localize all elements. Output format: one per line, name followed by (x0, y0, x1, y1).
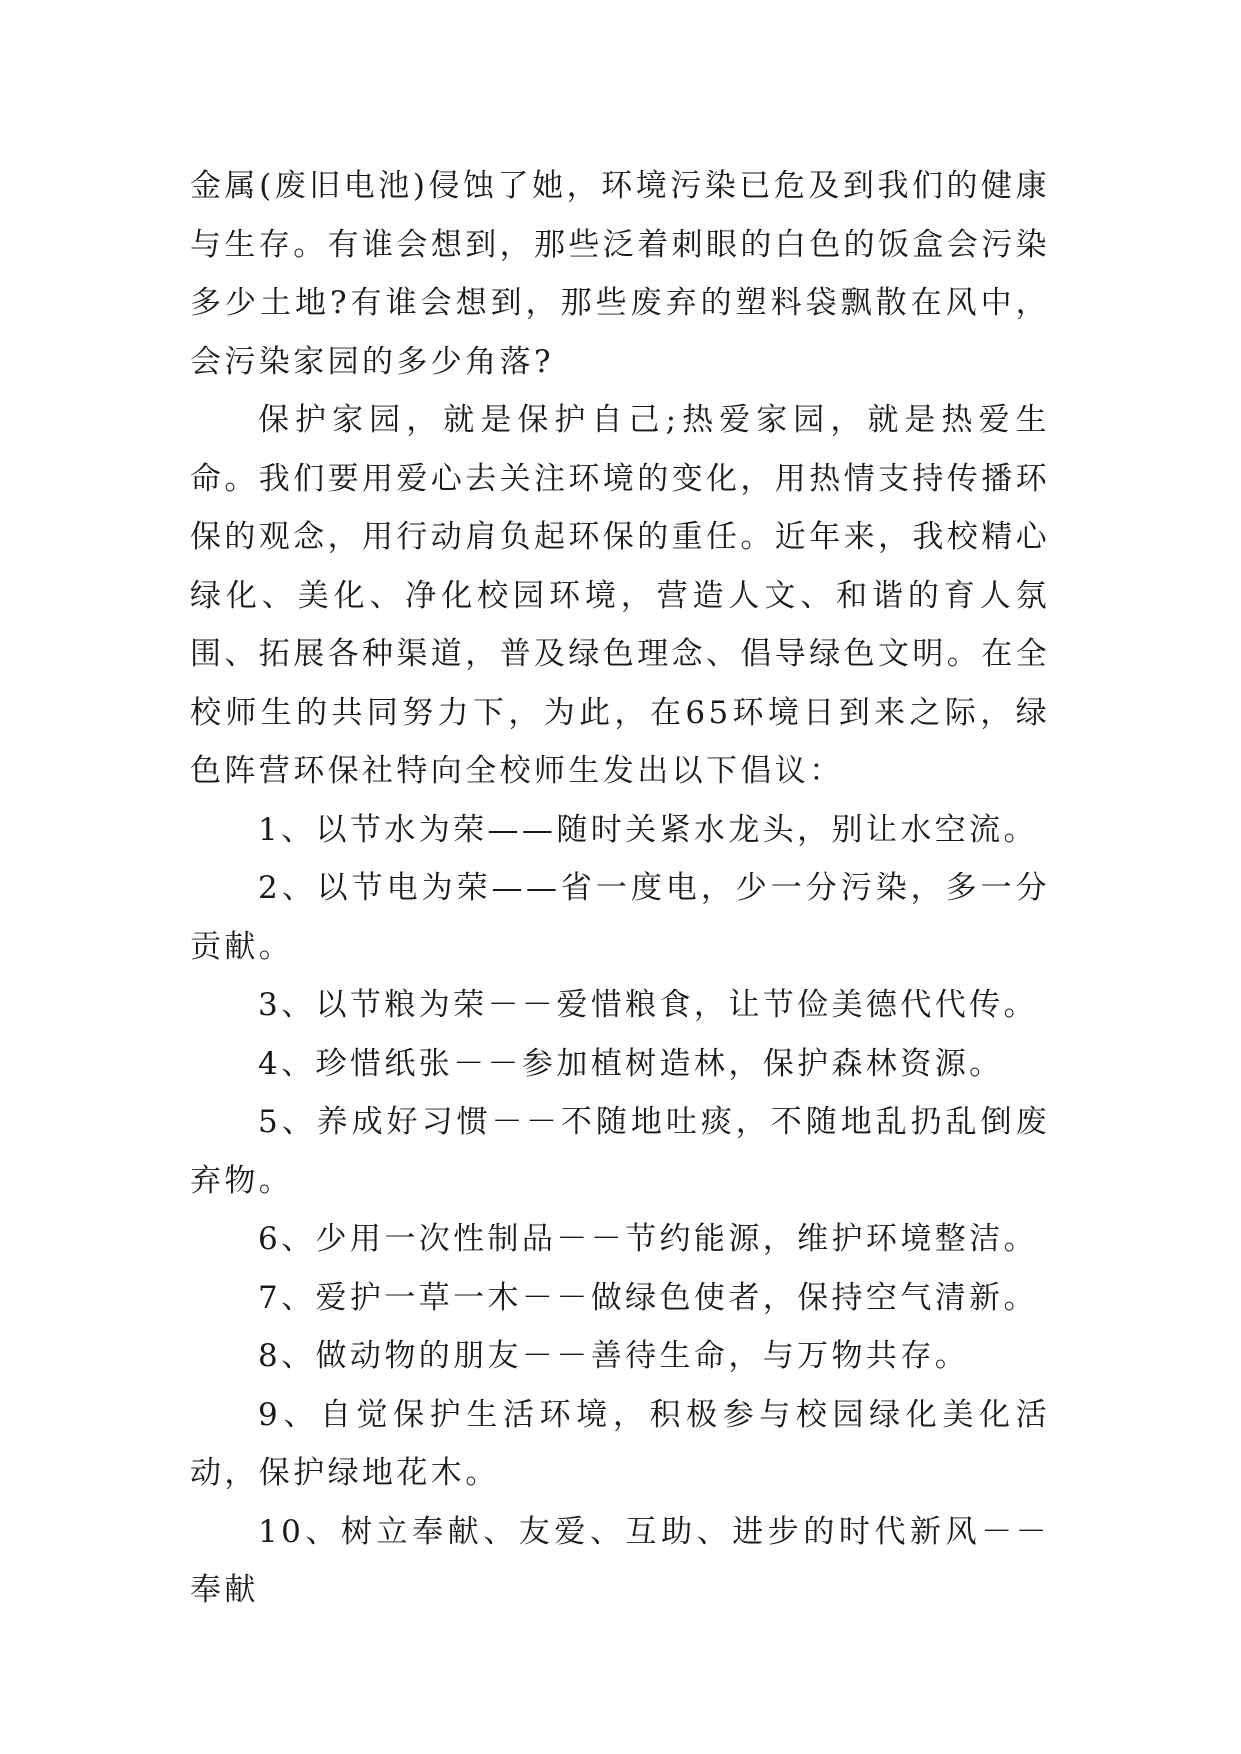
document-body (190, 157, 1050, 1620)
proposal-item-10: 10、树立奉献、友爱、互助、进步的时代新风－－奉献 (190, 1513, 1050, 1608)
proposal-item-3: 3、以节粮为荣－－爱惜粮食，让节俭美德代代传。 (258, 987, 1038, 1023)
proposal-item-9: 9、自觉保护生活环境，积极参与校园绿化美化活动，保护绿地花木。 (190, 1396, 1050, 1491)
paragraph-initiative-intro: 保护家园，就是保护自己;热爱家园，就是热爱生命。我们要用爱心去关注环境的变化，用热情支持传播环保的观念，用行动肩负起环保的重任。近年来，我校精心绿化、美化、净化校园环境，营造人文、和谐的育人氛围、拓展各种渠道，普及绿色理念、倡导绿色文明。在全校师生的共同努力下，为此，在65环境日到来之际，绿色阵营环保社特向全校师生发出以下倡议： (190, 402, 1050, 789)
proposal-item-1: 1、以节水为荣——随时关紧水龙头，别让水空流。 (258, 811, 1038, 848)
proposal-item-2: 2、以节电为荣——省一度电，少一分污染，多一分贡献。 (190, 870, 1050, 965)
proposal-item-6: 6、少用一次性制品－－节约能源，维护环境整洁。 (258, 1221, 1038, 1257)
proposal-item-5: 5、养成好习惯－－不随地吐痰，不随地乱扔乱倒废弃物。 (190, 1104, 1050, 1199)
proposal-item-7: 7、爱护一草一木－－做绿色使者，保持空气清新。 (258, 1279, 1038, 1316)
paragraph-pollution-impact: 金属(废旧电池)侵蚀了她，环境污染已危及到我们的健康与生存。有谁会想到，那些泛着刺眼的白色的饭盒会污染多少土地?有谁会想到，那些废弃的塑料袋飘散在风中，会污染家园的多少角落? (190, 168, 1050, 380)
proposal-item-8: 8、做动物的朋友－－善待生命，与万物共存。 (258, 1338, 970, 1374)
proposal-item-4: 4、珍惜纸张－－参加植树造林，保护森林资源。 (258, 1045, 1004, 1082)
